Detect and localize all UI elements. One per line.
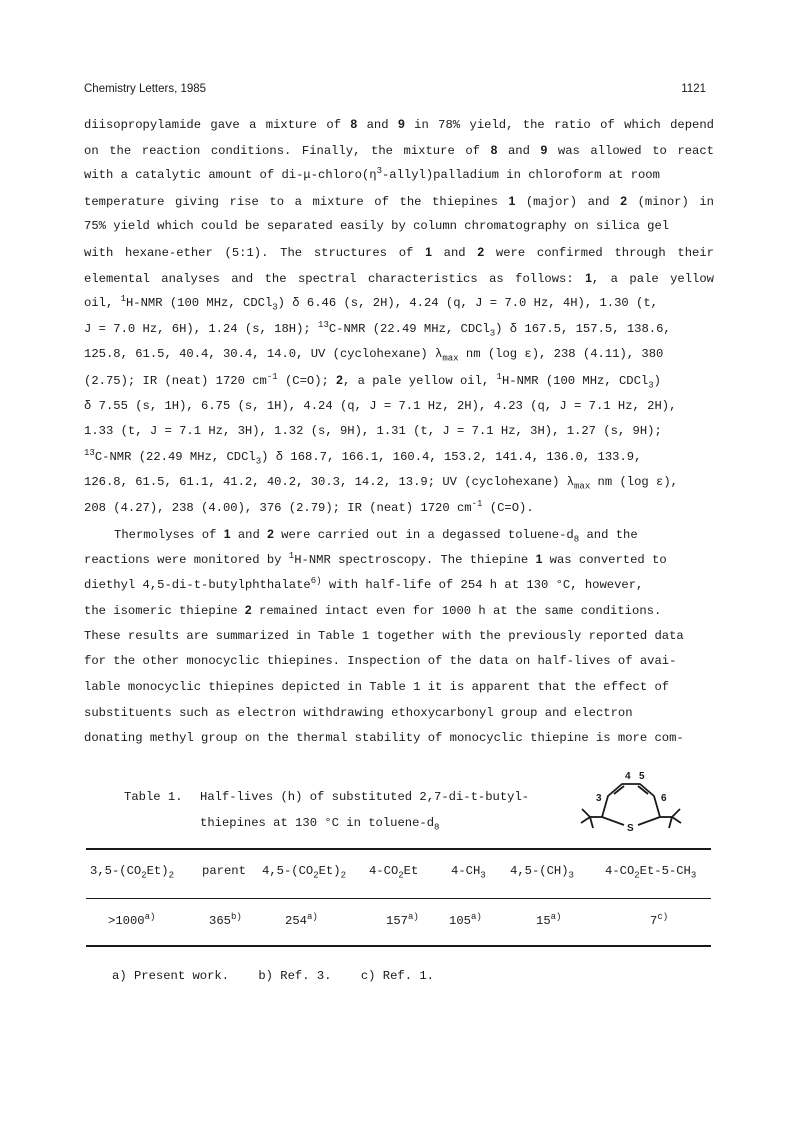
text-line: These results are summarized in Table 1 together with the previously reported data [84, 628, 684, 643]
table-value-cell: 157$^{a)}$ [386, 911, 419, 928]
text-line: J = 7.0 Hz, 6H), 1.24 (s, 18H); $^{13}$C-NMR (22.49 MHz, CDCl$_3$) δ 167.5, 157.5, 138.6, [84, 319, 671, 339]
table-bottom-rule [86, 945, 711, 947]
text-line: 125.8, 61.5, 40.4, 30.4, 14.0, UV (cyclohexane) $\lambda_{max}$ nm (log ε), 238 (4.11), 380 [84, 347, 664, 364]
article-body [84, 112, 714, 752]
table-header-cell: $4,5-(CH)_3$ [510, 864, 574, 881]
table-value-cell: 254$^{a)}$ [285, 911, 318, 928]
position-label: 5 [639, 771, 645, 782]
text-line: substituents such as electron withdrawing ethoxycarbonyl group and electron [84, 705, 633, 720]
text-line: elemental analyses and the spectral characteristics as follows: 1, a pale yellow [84, 270, 714, 286]
table-footnotes [112, 969, 456, 983]
text-line: temperature giving rise to a mixture of the thiepines 1 (major) and 2 (minor) in [84, 193, 714, 209]
position-label: 3 [596, 793, 602, 804]
text-line: 75% yield which could be separated easily by column chromatography on silica gel [84, 219, 670, 234]
table-header-cell: $4-CH_3$ [451, 864, 486, 881]
table-header-cell: $4,5-(CO_2Et)_2$ [262, 864, 346, 881]
text-line: oil, $^1$H-NMR (100 MHz, CDCl$_3$) δ 6.46 (s, 2H), 4.24 (q, J = 7.0 Hz, 4H), 1.30 (t, [84, 294, 658, 313]
journal-header: Chemistry Letters, 1985 [84, 83, 207, 95]
text-line: 1.33 (t, J = 7.1 Hz, 3H), 1.32 (s, 9H), 1.31 (t, J = 7.1 Hz, 3H), 1.27 (s, 9H); [84, 424, 662, 439]
table-value-cell: 7$^{c)}$ [650, 911, 669, 928]
footnote-a: a) Present work. [112, 969, 230, 983]
table-value-cell: 365$^{b)}$ [209, 911, 242, 928]
position-label: 4 [625, 771, 631, 782]
footnote-c: c) Ref. 1. [360, 969, 434, 983]
text-line: 208 (4.27), 238 (4.00), 376 (2.79); IR (neat) 1720 $cm^{-1}$ (C=O). [84, 498, 534, 515]
text-line: on the reaction conditions. Finally, the mixture of 8 and 9 was allowed to react [84, 142, 714, 158]
text-line: lable monocyclic thiepines depicted in Table 1 it is apparent that the effect of [84, 680, 670, 695]
text-line: with hexane-ether (5:1). The structures of 1 and 2 were confirmed through their [84, 244, 714, 260]
text-line: diethyl 4,5-di-t-butylphthalate$^{6)}$ with half-life of 254 h at 130 °C, however, [84, 575, 644, 592]
text-line: with a catalytic amount of $di-\mu-chloro(\eta^3-allyl)palladium$ in chloroform at room [84, 166, 660, 183]
text-line: (2.75); IR (neat) 1720 $cm^{-1}$ (C=O); 2, a pale yellow oil, $^1$H-NMR (100 MHz, CDCl$_3$) [84, 371, 661, 391]
position-label: 6 [661, 793, 667, 804]
text-line: 126.8, 61.5, 61.1, 41.2, 40.2, 30.3, 14.2, 13.9; UV (cyclohexane) $\lambda_{max}$ nm (log ε), [84, 475, 678, 492]
page-number: 1121 [681, 83, 706, 95]
table-top-rule [86, 848, 711, 850]
text-line: the isomeric thiepine 2 remained intact even for 1000 h at the same conditions. [84, 603, 662, 619]
text-line: donating methyl group on the thermal stability of monocyclic thiepine is more com- [84, 731, 684, 746]
text-line: $^{13}$C-NMR (22.49 MHz, CDCl$_3$) δ 168.7, 166.1, 160.4, 153.2, 141.4, 136.0, 133.9, [84, 447, 642, 467]
text-line: for the other monocyclic thiepines. Inspection of the data on half-lives of avai- [84, 654, 677, 669]
text-line: diisopropylamide gave a mixture of 8 and 9 in 78% yield, the ratio of which depend [84, 117, 714, 132]
table-header-cell: $4-CO_2Et-5-CH_3$ [605, 864, 697, 881]
sulfur-label: S [627, 823, 634, 834]
table-caption: Table 1. Half-lives (h) of substituted 2,7-di-t-butyl- thiepines at 130 °C in toluene-$d_8$ [124, 784, 529, 836]
table-header-cell: $4-CO_2Et$ [369, 864, 419, 881]
table-value-cell: $>1000^{a)}$ [108, 911, 156, 928]
text-line: δ 7.55 (s, 1H), 6.75 (s, 1H), 4.24 (q, J = 7.1 Hz, 2H), 4.23 (q, J = 7.1 Hz, 2H), [84, 398, 677, 413]
table-label: Table 1. [124, 790, 183, 804]
footnote-b: b) Ref. 3. [258, 969, 332, 983]
table-header-cell: $3,5-(CO_2Et)_2$ [90, 864, 174, 881]
table-value-cell: 15$^{a)}$ [536, 911, 562, 928]
table-header-cell: parent [202, 864, 246, 878]
table-header-rule [86, 898, 711, 899]
table-value-cell: 105$^{a)}$ [449, 911, 482, 928]
text-line: Thermolyses of 1 and 2 were carried out in a degassed toluene-$d_8$ and the [114, 526, 638, 544]
text-line: reactions were monitored by $^1$H-NMR spectroscopy. The thiepine 1 was converted to [84, 551, 667, 568]
thiepine-structure [576, 770, 686, 838]
